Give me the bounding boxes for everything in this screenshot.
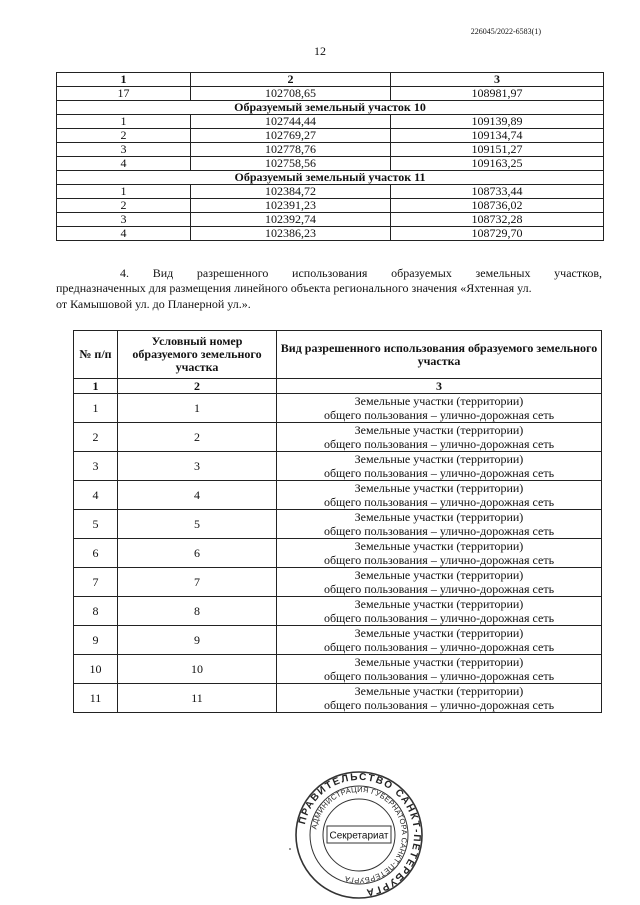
permitted-use-table	[73, 330, 602, 713]
header-cell-plot: Условный номер образуемого земельного участка	[118, 331, 277, 379]
permitted-use	[277, 481, 602, 510]
stray-mark	[289, 848, 291, 850]
paragraph-line: 4. Вид разрешенного использования образуемых земельных участков,	[120, 266, 602, 280]
permitted-use	[277, 394, 602, 423]
table-row	[57, 199, 604, 213]
point-number: 1	[57, 115, 191, 129]
coord-x: 102386,23	[191, 227, 391, 241]
section-4-paragraph	[56, 266, 602, 312]
permitted-use-line: общего пользования – улично-дорожная сеть	[323, 495, 555, 509]
table-row	[74, 684, 602, 713]
coord-x: 102392,74	[191, 213, 391, 227]
row-number: 8	[74, 597, 118, 626]
table-row	[57, 227, 604, 241]
permitted-use	[277, 655, 602, 684]
section-row	[57, 101, 604, 115]
column-number: 1	[74, 379, 118, 394]
section-title: Образуемый земельный участок 11	[57, 171, 604, 185]
row-number: 9	[74, 626, 118, 655]
plot-number: 6	[118, 539, 277, 568]
paragraph-line: предназначенных для размещения линейного объекта регионального значения «Яхтенная ул.	[56, 281, 532, 296]
permitted-use-line: Земельные участки (территории)	[354, 655, 524, 669]
permitted-use	[277, 597, 602, 626]
row-number: 10	[74, 655, 118, 684]
permitted-use-line: Земельные участки (территории)	[354, 481, 524, 495]
row-number: 5	[74, 510, 118, 539]
table-row	[57, 129, 604, 143]
row-number: 6	[74, 539, 118, 568]
document-number: 226045/2022-6583(1)	[470, 27, 541, 36]
table-row	[74, 394, 602, 423]
coord-y: 108981,97	[391, 87, 604, 101]
permitted-use	[277, 568, 602, 597]
permitted-use-line: Земельные участки (территории)	[354, 452, 524, 466]
table-row	[74, 568, 602, 597]
permitted-use-line: общего пользования – улично-дорожная сеть	[323, 640, 555, 654]
section-title: Образуемый земельный участок 10	[57, 101, 604, 115]
point-number: 4	[57, 157, 191, 171]
row-number: 3	[74, 452, 118, 481]
coord-x: 102384,72	[191, 185, 391, 199]
coord-y: 109134,74	[391, 129, 604, 143]
coord-y: 108733,44	[391, 185, 604, 199]
permitted-use-line: Земельные участки (территории)	[354, 423, 524, 437]
point-number: 2	[57, 129, 191, 143]
permitted-use	[277, 452, 602, 481]
table-row	[74, 539, 602, 568]
plot-number: 7	[118, 568, 277, 597]
permitted-use-line: Земельные участки (территории)	[354, 684, 524, 698]
plot-number: 9	[118, 626, 277, 655]
table-row	[74, 423, 602, 452]
permitted-use-line: общего пользования – улично-дорожная сеть	[323, 611, 555, 625]
table-header-row	[57, 73, 604, 87]
column-numbering-row	[74, 379, 602, 394]
table-row	[57, 87, 604, 101]
coord-y: 108729,70	[391, 227, 604, 241]
permitted-use-line: Земельные участки (территории)	[354, 626, 524, 640]
svg-text:ПРАВИТЕЛЬСТВО САНКТ-ПЕТЕРБУРГА: ПРАВИТЕЛЬСТВО САНКТ-ПЕТЕРБУРГА	[297, 771, 423, 898]
plot-number: 8	[118, 597, 277, 626]
page-number: 12	[314, 44, 326, 58]
point-number: 2	[57, 199, 191, 213]
header-cell: 2	[191, 73, 391, 87]
column-number: 2	[118, 379, 277, 394]
plot-number: 5	[118, 510, 277, 539]
coord-x: 102758,56	[191, 157, 391, 171]
header-cell-use: Вид разрешенного использования образуемого земельного участка	[277, 331, 602, 379]
plot-number: 10	[118, 655, 277, 684]
plot-number: 2	[118, 423, 277, 452]
coord-x: 102391,23	[191, 199, 391, 213]
permitted-use-line: Земельные участки (территории)	[354, 597, 524, 611]
table-row	[74, 510, 602, 539]
table-row	[57, 157, 604, 171]
row-number: 4	[74, 481, 118, 510]
official-seal	[294, 770, 424, 900]
permitted-use-line: общего пользования – улично-дорожная сеть	[323, 669, 555, 683]
coord-x: 102778,76	[191, 143, 391, 157]
section-row	[57, 171, 604, 185]
permitted-use-line: общего пользования – улично-дорожная сеть	[323, 582, 555, 596]
permitted-use	[277, 684, 602, 713]
permitted-use	[277, 626, 602, 655]
permitted-use-line: общего пользования – улично-дорожная сеть	[323, 437, 555, 451]
permitted-use	[277, 539, 602, 568]
table-row	[74, 452, 602, 481]
table-row	[74, 655, 602, 684]
coord-y: 108732,28	[391, 213, 604, 227]
plot-number: 3	[118, 452, 277, 481]
permitted-use-line: общего пользования – улично-дорожная сеть	[323, 698, 555, 712]
permitted-use-line: общего пользования – улично-дорожная сеть	[323, 524, 555, 538]
permitted-use	[277, 510, 602, 539]
table-row	[57, 213, 604, 227]
table-row	[57, 115, 604, 129]
coord-y: 109151,27	[391, 143, 604, 157]
use-table-body	[74, 394, 602, 713]
permitted-use-line: Земельные участки (территории)	[354, 510, 524, 524]
coord-x: 102708,65	[191, 87, 391, 101]
point-number: 4	[57, 227, 191, 241]
row-number: 11	[74, 684, 118, 713]
coord-x: 102769,27	[191, 129, 391, 143]
coordinates-table	[56, 72, 604, 241]
plot-number: 4	[118, 481, 277, 510]
coord-y: 109163,25	[391, 157, 604, 171]
paragraph-line: от Камышовой ул. до Планерной ул.».	[56, 296, 251, 311]
table-row	[74, 597, 602, 626]
permitted-use-line: Земельные участки (территории)	[354, 394, 524, 408]
point-number: 17	[57, 87, 191, 101]
table-row	[57, 143, 604, 157]
header-cell: 1	[57, 73, 191, 87]
permitted-use-line: Земельные участки (территории)	[354, 568, 524, 582]
permitted-use-line: общего пользования – улично-дорожная сеть	[323, 408, 555, 422]
table-row	[57, 185, 604, 199]
permitted-use-line: общего пользования – улично-дорожная сеть	[323, 553, 555, 567]
point-number: 3	[57, 143, 191, 157]
table-row	[74, 626, 602, 655]
point-number: 3	[57, 213, 191, 227]
plot-number: 1	[118, 394, 277, 423]
table-row	[74, 481, 602, 510]
seal-center-text: Секретариат	[329, 830, 389, 842]
row-number: 2	[74, 423, 118, 452]
coord-y: 108736,02	[391, 199, 604, 213]
permitted-use-line: Земельные участки (территории)	[354, 539, 524, 553]
coord-x: 102744,44	[191, 115, 391, 129]
coord-y: 109139,89	[391, 115, 604, 129]
row-number: 1	[74, 394, 118, 423]
row-number: 7	[74, 568, 118, 597]
table-header-row	[74, 331, 602, 379]
column-number: 3	[277, 379, 602, 394]
permitted-use-line: общего пользования – улично-дорожная сеть	[323, 466, 555, 480]
header-cell-number: № п/п	[74, 331, 118, 379]
header-cell: 3	[391, 73, 604, 87]
svg-text:АДМИНИСТРАЦИЯ ГУБЕРНАТОРА САНК: АДМИНИСТРАЦИЯ ГУБЕРНАТОРА САНКТ-ПЕТЕРБУРГА	[309, 784, 410, 886]
permitted-use	[277, 423, 602, 452]
plot-number: 11	[118, 684, 277, 713]
point-number: 1	[57, 185, 191, 199]
